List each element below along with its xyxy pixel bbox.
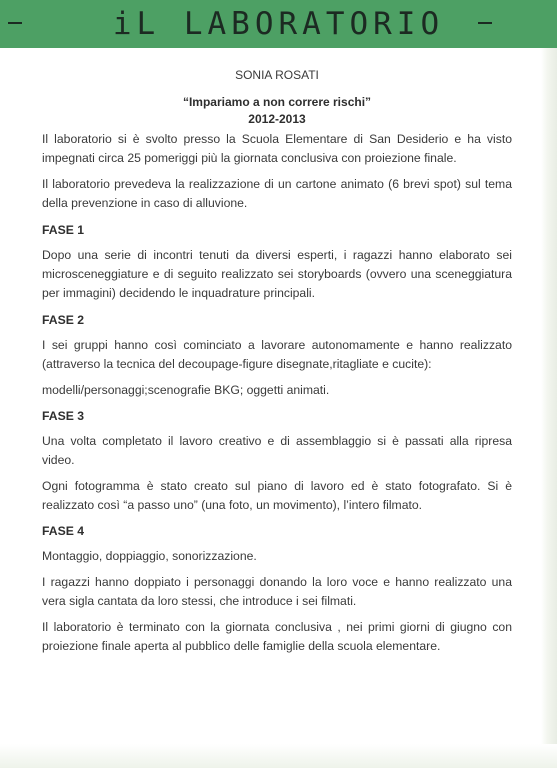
fase-2-paragraph: I sei gruppi hanno così cominciato a lavorare autonomamente e hanno realizzato (attraverso la tecnica del decoupage-figure disegnate,ritagliate e cucite):: [42, 338, 512, 371]
page-bottom-shadow: [0, 744, 557, 768]
header-dash-right: [478, 22, 492, 24]
intro-paragraph: Il laboratorio prevedeva la realizzazione di un cartone animato (6 brevi spot) sul tema della prevenzione in caso di alluvione.: [42, 177, 512, 210]
page-edge-shadow: [541, 48, 557, 768]
section-heading-fase-4: FASE 4: [42, 524, 84, 538]
section-heading-fase-3: FASE 3: [42, 409, 84, 423]
fase-4-paragraph: I ragazzi hanno doppiato i personaggi donando la loro voce e hanno realizzato una vera sigla cantata da loro stessi, che introduce i sei filmati.: [42, 575, 512, 608]
fase-2-paragraph: modelli/personaggi;scenografie BKG; oggetti animati.: [42, 383, 330, 397]
document-body: [42, 66, 512, 663]
document-year: 2012-2013: [248, 112, 306, 126]
fase-4-paragraph: Il laboratorio è terminato con la giornata conclusiva , nei primi giorni di giugno con proiezione finale aperta al pubblico delle famiglie della scuola elementare.: [42, 620, 512, 653]
fase-1-paragraph: Dopo una serie di incontri tenuti da diversi esperti, i ragazzi hanno elaborato sei microsceneggiature e di seguito realizzato sei storyboards (ovvero una sceneggiatura per immagini) decidendo le inquadrature principali.: [42, 248, 512, 300]
section-heading-fase-1: FASE 1: [42, 223, 84, 237]
section-heading-fase-2: FASE 2: [42, 313, 84, 327]
author-name: SONIA ROSATI: [235, 68, 319, 82]
page-title: iL LABORATORIO: [112, 6, 445, 42]
fase-3-paragraph: Una volta completato il lavoro creativo e di assemblaggio si è passati alla ripresa video.: [42, 434, 512, 467]
document-subtitle: “Impariamo a non correre rischi”: [182, 95, 372, 109]
intro-paragraph: Il laboratorio si è svolto presso la Scuola Elementare di San Desiderio e ha visto impegnati circa 25 pomeriggi più la giornata conclusiva con proiezione finale.: [42, 132, 512, 165]
fase-4-paragraph: Montaggio, doppiaggio, sonorizzazione.: [42, 549, 257, 563]
fase-3-paragraph: Ogni fotogramma è stato creato sul piano di lavoro ed è stato fotografato. Si è realizzato così “a passo uno” (una foto, un movimento), l’intero filmato.: [42, 479, 512, 512]
